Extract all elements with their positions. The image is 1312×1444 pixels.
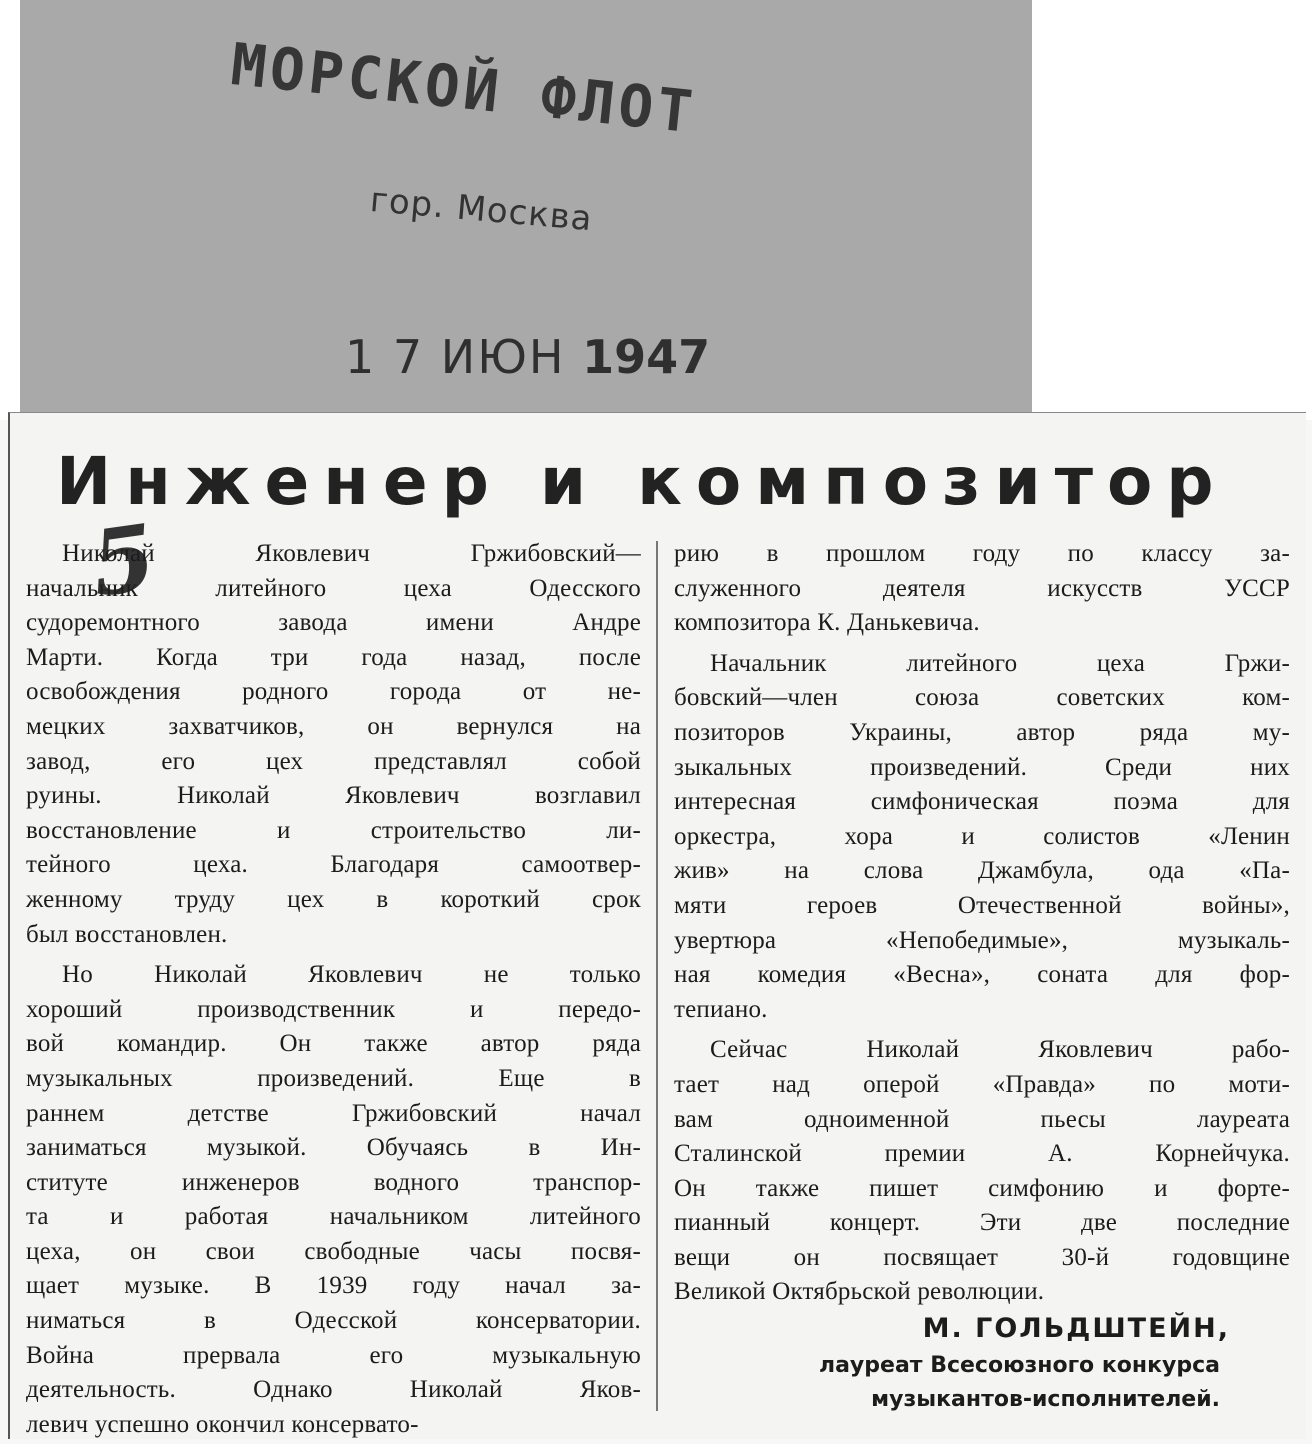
article-line: интересная симфоническая поэма для xyxy=(674,788,1290,816)
article-line: оркестра, хора и солистов «Ленин xyxy=(674,822,1290,850)
article-line: завод, его цех представлял собой xyxy=(26,747,641,775)
article-line: цеха, он свои свободные часы посвя- xyxy=(26,1237,641,1265)
article-line: вещи он посвящает 30-й годовщине xyxy=(674,1243,1290,1271)
stamp-year: 1947 xyxy=(582,330,711,384)
article-line: щает музыке. В 1939 году начал за- xyxy=(26,1272,641,1300)
author-title-line-1: лауреат Всесоюзного конкурса xyxy=(818,1353,1220,1378)
stamp-city: гор. Москва xyxy=(368,180,595,240)
article-line: деятельность. Однако Николай Яков- xyxy=(26,1376,641,1404)
article-line: вам одноименной пьесы лауреата xyxy=(674,1105,1290,1133)
article-line: судоремонтного завода имени Андре xyxy=(26,609,641,637)
column-divider xyxy=(656,541,658,1411)
handwritten-page-number: 5 xyxy=(84,504,162,618)
article-line: увертюра «Непобедимые», музыкаль- xyxy=(674,926,1290,954)
article-line: освобождения родного города от не- xyxy=(26,678,641,706)
article-line: Война прервала его музыкальную xyxy=(26,1341,641,1369)
article-line: пианный концерт. Эти две последние xyxy=(674,1209,1290,1237)
article-line: композитора К. Данькевича. xyxy=(674,609,980,637)
article-line: музыкальных произведений. Еще в xyxy=(26,1064,641,1092)
article-line: тейного цеха. Благодаря самоотвер- xyxy=(26,851,641,879)
article-line: женному труду цех в короткий срок xyxy=(26,885,641,913)
article-line: восстановление и строительство ли- xyxy=(26,816,641,844)
article-clipping xyxy=(8,412,1306,1439)
author-name: М. ГОЛЬДШТЕЙН, xyxy=(922,1313,1230,1344)
article-line: тает над оперой «Правда» по моти- xyxy=(674,1070,1290,1098)
article-line: та и работая начальником литейного xyxy=(26,1203,641,1231)
article-line: ституте инженеров водного транспор- xyxy=(26,1168,641,1196)
library-stamp-card xyxy=(20,0,1032,420)
article-column-right xyxy=(674,537,1290,1310)
article-line: Великой Октябрьской революции. xyxy=(674,1278,1045,1306)
article-line: Начальник литейного цеха Гржи- xyxy=(710,649,1290,677)
article-line: Марти. Когда три года назад, после xyxy=(26,643,641,671)
article-line: зыкальных произведений. Среди них xyxy=(674,753,1290,781)
article-line: тепиано. xyxy=(674,995,768,1023)
article-line: ная комедия «Весна», соната для фор- xyxy=(674,961,1290,989)
article-line: жив» на слова Джамбула, ода «Па- xyxy=(674,857,1290,885)
article-line: начальник литейного цеха Одесского xyxy=(26,574,641,602)
article-line: рию в прошлом году по классу за- xyxy=(674,540,1290,567)
article-line: Сейчас Николай Яковлевич рабо- xyxy=(710,1036,1290,1064)
article-line: Но Николай Яковлевич не только xyxy=(62,961,641,989)
article-line: бовский—член союза советских ком- xyxy=(674,684,1290,712)
article-line: руины. Николай Яковлевич возглавил xyxy=(26,782,641,810)
article-line: заниматься музыкой. Обучаясь в Ин- xyxy=(26,1134,641,1162)
article-line: хороший производственник и передо- xyxy=(26,995,641,1023)
article-line: раннем детстве Гржибовский начал xyxy=(26,1099,641,1127)
article-column-left xyxy=(26,537,641,1442)
article-line: позиторов Украины, автор ряда му- xyxy=(674,718,1290,746)
article-headline: Инженер и композитор xyxy=(56,443,1228,520)
stamp-date xyxy=(345,330,710,384)
article-line: Сталинской премии А. Корнейчука. xyxy=(674,1140,1290,1168)
stamp-day-month: 1 7 ИЮН xyxy=(345,330,566,384)
stamp-newspaper-name: МОРСКОЙ ФЛОТ xyxy=(227,30,700,147)
author-title-line-2: музыкантов-исполнителей. xyxy=(871,1387,1220,1412)
article-line: мяти героев Отечественной войны», xyxy=(674,891,1290,919)
article-line: служенного деятеля искусств УССР xyxy=(674,574,1290,602)
article-line: вой командир. Он также автор ряда xyxy=(26,1030,641,1058)
article-line: ниматься в Одесской консерватории. xyxy=(26,1307,641,1335)
article-line: был восстановлен. xyxy=(26,920,228,948)
article-line: Николай Яковлевич Гржибовский— xyxy=(62,540,641,567)
article-line: Он также пишет симфонию и форте- xyxy=(674,1174,1290,1202)
article-line: мецких захватчиков, он вернулся на xyxy=(26,712,641,740)
article-line: левич успешно окончил консервато- xyxy=(26,1410,419,1438)
